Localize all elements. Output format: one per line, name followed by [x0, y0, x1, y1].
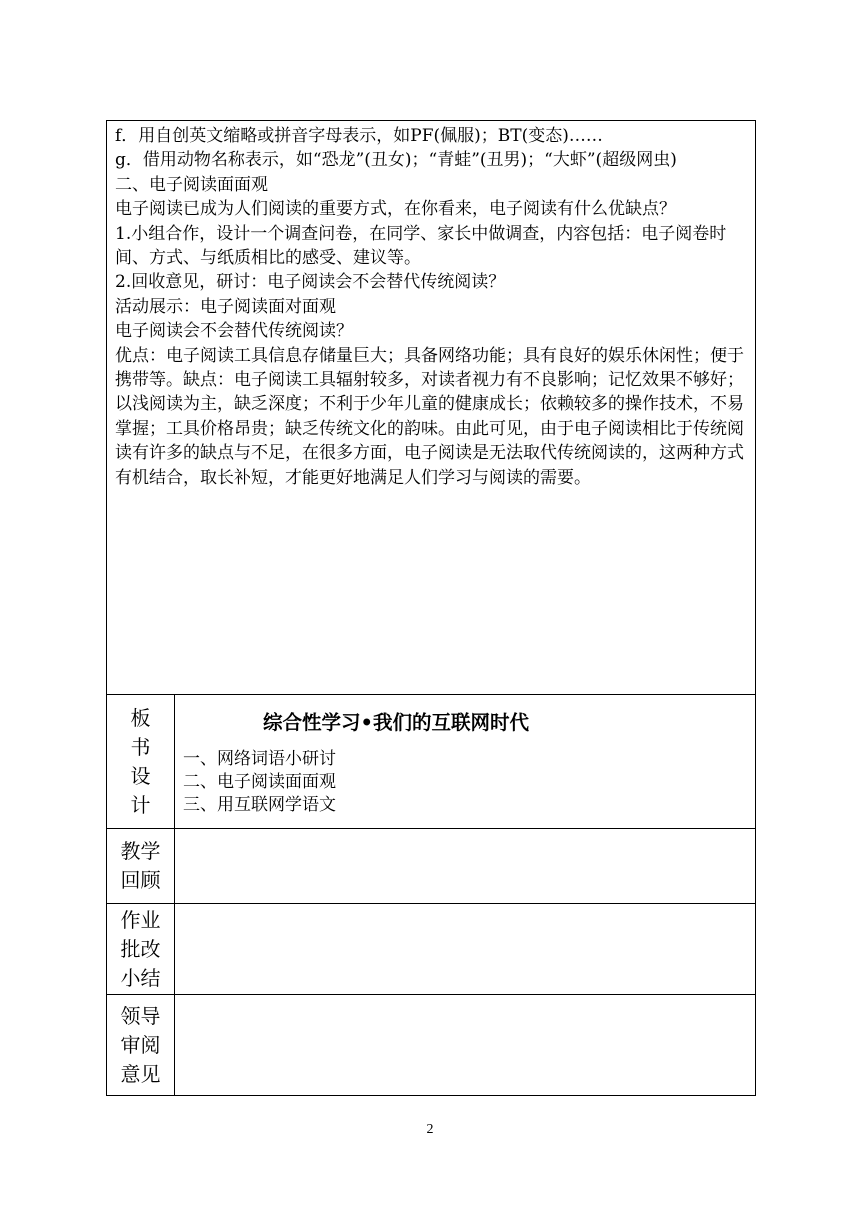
label-line: 审阅: [120, 1032, 161, 1057]
leader-review-row: [107, 995, 756, 1096]
board-outline-item: 二、电子阅读面面观: [183, 772, 336, 792]
label-line: 批改: [120, 936, 161, 961]
content-paragraph: f．用自创英文缩略或拼音字母表示，如PF(佩服)；BT(变态)……: [115, 126, 603, 146]
label-line: 回顾: [120, 868, 161, 892]
label-line: 教学: [120, 839, 161, 863]
lesson-content-cell: [107, 121, 756, 695]
homework-summary-content: [175, 904, 756, 995]
content-paragraph: g．借用动物名称表示，如“恐龙”(丑女)；“青蛙”(丑男)；“大虾”(超级网虫): [115, 150, 677, 171]
leader-review-content: [175, 995, 756, 1096]
content-paragraph: 2.回收意见，研讨：电子阅读会不会替代传统阅读？: [115, 272, 506, 293]
leader-review-label: [107, 995, 175, 1096]
label-char: 板: [130, 705, 151, 730]
content-paragraph: 1.小组合作，设计一个调查问卷，在同学、家长中做调查，内容包括：电子阅卷时间、方式、与纸质相比的感受、建议等。: [115, 223, 727, 269]
board-outline-item: 三、用互联网学语文: [183, 795, 336, 815]
board-title: 综合性学习•我们的互联网时代: [263, 711, 529, 734]
label-char: 设: [130, 763, 151, 788]
board-design-content: [175, 695, 756, 829]
content-paragraph: 优点：电子阅读工具信息存储量巨大；具备网络功能；具有良好的娱乐休闲性；便于携带等。缺点：电子阅读工具辐射较多，对读者视力有不良影响；记忆效果不够好；以浅阅读为主，缺乏深度；不利于少年儿童的健康成长；依赖较多的操作技术，不易掌握；工具价格昂贵；缺乏传统文化的韵味。由此可见，由于电子阅读相比于传统阅读有许多的缺点与不足，在很多方面，电子阅读是无法取代传统阅读的，这两种方式有机结合，取长补短，才能更好地满足人们学习与阅读的需要。: [115, 345, 744, 488]
label-line: 领导: [120, 1003, 161, 1028]
label-line: 作业: [120, 907, 161, 932]
board-design-label: [107, 695, 175, 829]
lesson-plan-table: [106, 120, 756, 1096]
teaching-review-label: [107, 829, 175, 904]
board-design-row: [107, 695, 756, 829]
label-char: 计: [130, 792, 151, 817]
homework-summary-label: [107, 904, 175, 995]
homework-summary-row: [107, 904, 756, 995]
section-heading: 二、电子阅读面面观: [115, 174, 268, 195]
board-outline-item: 一、网络词语小研讨: [183, 749, 336, 769]
teaching-review-content: [175, 829, 756, 904]
content-paragraph: 电子阅读会不会替代传统阅读？: [115, 321, 353, 342]
content-row: [107, 121, 756, 695]
board-outline: [183, 748, 755, 817]
label-char: 书: [130, 734, 151, 759]
content-paragraph: 电子阅读已成为人们阅读的重要方式，在你看来，电子阅读有什么优缺点？: [115, 199, 676, 220]
label-line: 小结: [120, 965, 161, 990]
label-line: 意见: [120, 1061, 161, 1086]
page-number: 2: [426, 1122, 434, 1137]
content-paragraph: 活动展示：电子阅读面对面观: [115, 296, 336, 317]
teaching-review-row: [107, 829, 756, 904]
